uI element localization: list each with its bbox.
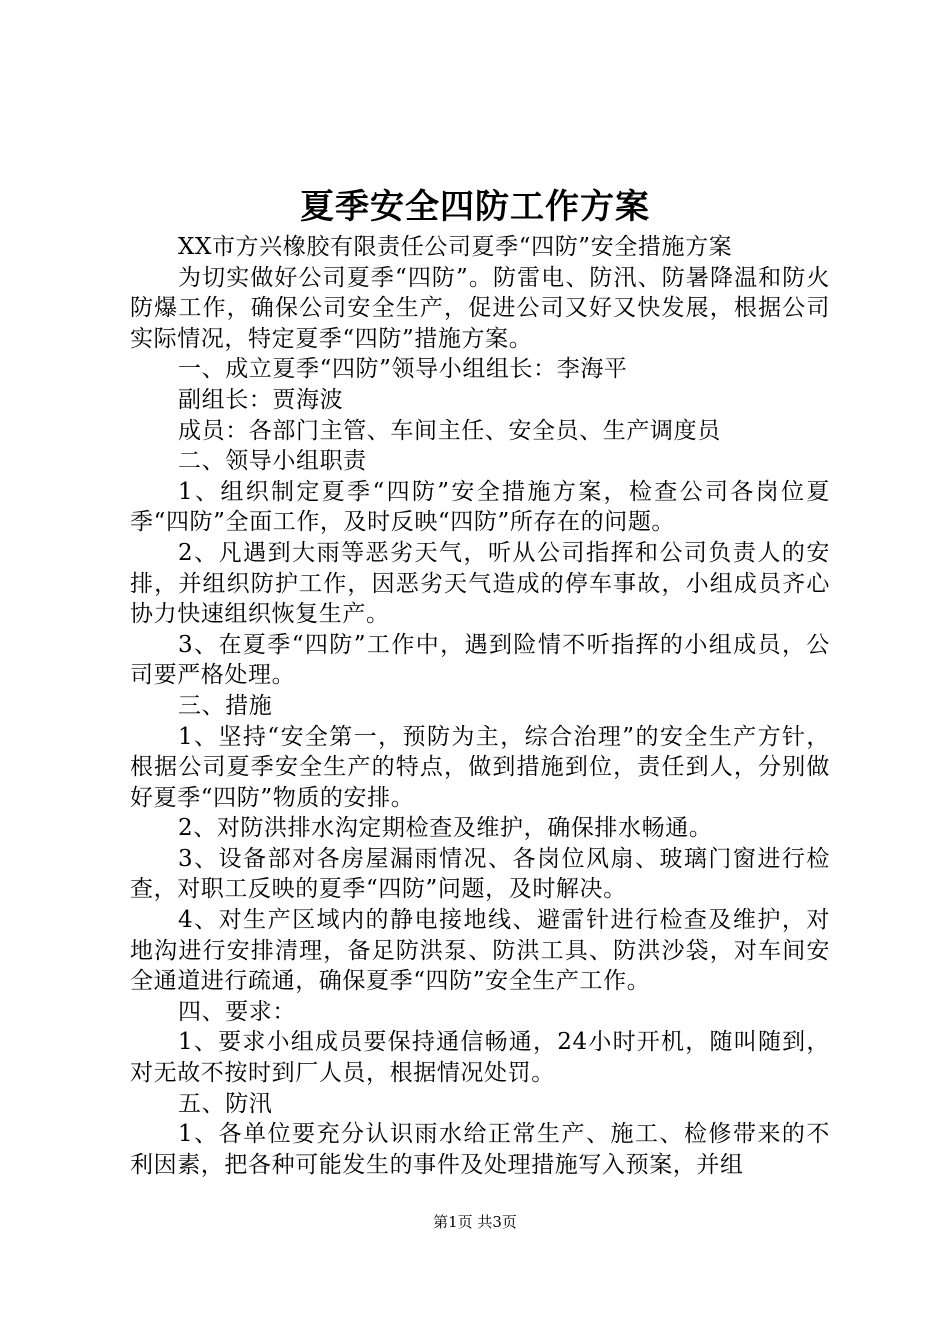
paragraph: 四、要求： — [178, 998, 296, 1025]
paragraph: 3、在夏季“四防”工作中，遇到险情不听指挥的小组成员，公司要严格处理。 — [130, 631, 830, 689]
paragraph: 2、对防洪排水沟定期检查及维护，确保排水畅通。 — [178, 815, 713, 842]
paragraph: 三、措施 — [178, 692, 273, 719]
document-body — [130, 232, 830, 1180]
paragraph: 1、要求小组成员要保持通信畅通，24小时开机，随叫随到，对无故不按时到厂人员，根据情况处罚。 — [130, 1029, 830, 1087]
paragraph: 成员：各部门主管、车间主任、安全员、生产调度员 — [178, 417, 721, 444]
paragraph: 4、对生产区域内的静电接地线、避雷针进行检查及维护，对地沟进行安排清理，备足防洪泵、防洪工具、防洪沙袋，对车间安全通道进行疏通，确保夏季“四防”安全生产工作。 — [130, 907, 830, 995]
paragraph: 3、设备部对各房屋漏雨情况、各岗位风扇、玻璃门窗进行检查，对职工反映的夏季“四防”问题，及时解决。 — [130, 845, 830, 903]
paragraph: 五、防汛 — [178, 1090, 273, 1117]
page-footer: 第1页 共3页 — [433, 1213, 517, 1231]
paragraph: 1、组织制定夏季“四防”安全措施方案，检查公司各岗位夏季“四防”全面工作，及时反映“四防”所存在的问题。 — [130, 478, 830, 536]
document-title: 夏季安全四防工作方案 — [300, 187, 650, 227]
paragraph: 1、坚持“安全第一，预防为主，综合治理”的安全生产方针，根据公司夏季安全生产的特点，做到措施到位，责任到人，分别做好夏季“四防”物质的安排。 — [130, 723, 830, 811]
paragraph: 一、成立夏季“四防”领导小组组长：李海平 — [178, 356, 628, 383]
paragraph: 1、各单位要充分认识雨水给正常生产、施工、检修带来的不利因素，把各种可能发生的事件及处理措施写入预案，并组 — [130, 1121, 830, 1178]
paragraph: 2、凡遇到大雨等恶劣天气，听从公司指挥和公司负责人的安排，并组织防护工作，因恶劣天气造成的停车事故，小组成员齐心协力快速组织恢复生产。 — [130, 539, 830, 628]
paragraph: 二、领导小组职责 — [178, 448, 367, 475]
paragraph: XX市方兴橡胶有限责任公司夏季“四防”安全措施方案 — [178, 234, 733, 260]
paragraph: 副组长：贾海波 — [178, 386, 344, 413]
paragraph: 为切实做好公司夏季“四防”。防雷电、防汛、防暑降温和防火防爆工作，确保公司安全生产，促进公司又好又快发展，根据公司实际情况，特定夏季“四防”措施方案。 — [130, 264, 830, 352]
